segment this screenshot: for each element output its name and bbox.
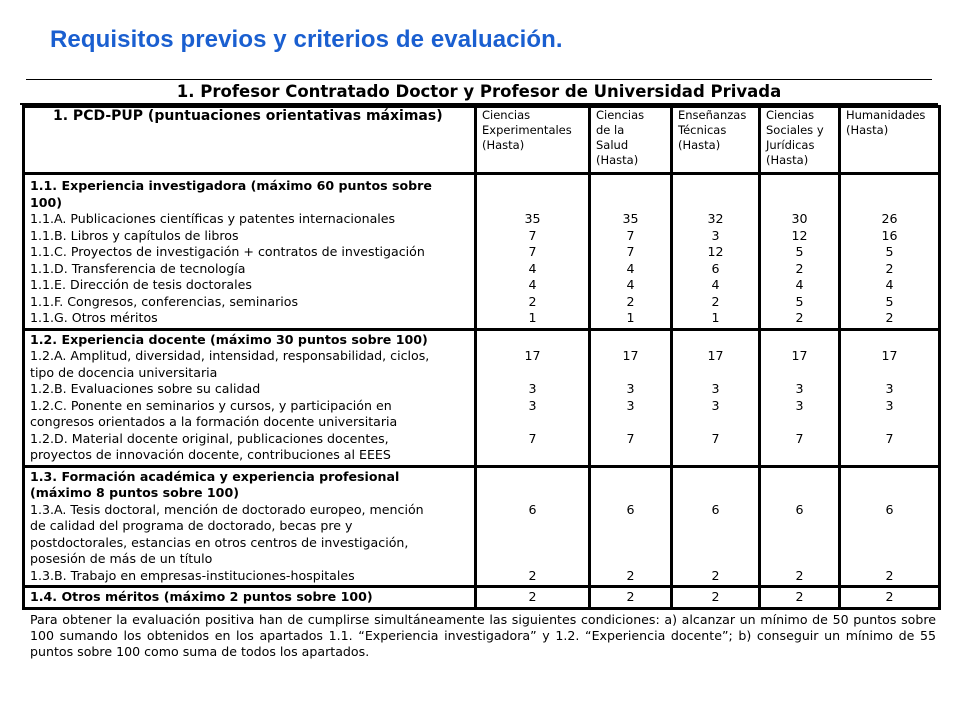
score-value: 5 — [795, 244, 804, 259]
score-value — [477, 485, 588, 502]
score-value — [761, 518, 838, 535]
section-heading: 1.4. Otros méritos (máximo 2 puntos sobre 100) — [30, 589, 373, 604]
column-header — [590, 107, 672, 174]
criteria-table — [22, 105, 941, 610]
score-value: 7 — [528, 430, 537, 446]
criterion-label: proyectos de innovación docente, contribuciones al EEES — [30, 447, 391, 462]
score-cell — [476, 174, 590, 330]
score-value: 7 — [626, 430, 635, 446]
score-value — [591, 551, 670, 568]
score-value: 2 — [795, 260, 804, 276]
score-value: 2 — [795, 567, 804, 583]
score-value: 3 — [795, 397, 804, 413]
score-value — [673, 485, 758, 502]
table-section-row — [24, 587, 940, 609]
score-value — [591, 518, 670, 535]
criterion-label: congresos orientados a la formación docente universitaria — [30, 414, 398, 429]
criteria-cell — [24, 174, 476, 330]
score-value: 5 — [885, 293, 894, 309]
score-value: 2 — [528, 567, 537, 583]
score-cell — [590, 329, 672, 466]
criterion-label: 1.1.D. Transferencia de tecnología — [30, 260, 246, 276]
score-value — [841, 195, 938, 212]
column-header — [840, 107, 940, 174]
score-value: 16 — [881, 227, 898, 243]
score-value: 5 — [885, 244, 894, 259]
score-cell — [760, 329, 840, 466]
score-value: 4 — [885, 277, 894, 292]
score-cell — [590, 174, 672, 330]
criterion-label: 1.2.C. Ponente en seminarios y cursos, y participación en — [30, 397, 392, 413]
score-value: 12 — [707, 244, 724, 259]
column-header-line: Jurídicas — [766, 138, 815, 152]
column-header-line: (Hasta) — [766, 153, 809, 167]
score-value — [673, 178, 758, 195]
score-value: 2 — [885, 260, 894, 276]
score-cell — [760, 587, 840, 609]
document-title: 1. Profesor Contratado Doctor y Profesor de Universidad Privada — [20, 80, 938, 105]
criterion-label: 1.1.G. Otros méritos — [30, 310, 158, 325]
score-value: 3 — [626, 397, 635, 413]
score-value: 2 — [711, 567, 720, 583]
table-header-main: 1. PCD-PUP (puntuaciones orientativas máximas) — [24, 107, 476, 174]
criterion-label: posesión de más de un título — [30, 551, 213, 566]
score-value — [761, 195, 838, 212]
score-value: 2 — [795, 310, 804, 325]
score-cell — [760, 466, 840, 587]
score-value — [841, 485, 938, 502]
score-value: 4 — [528, 260, 537, 276]
score-value: 1 — [711, 310, 720, 325]
section-heading: 1.1. Experiencia investigadora (máximo 60 puntos sobre — [30, 178, 432, 193]
score-value — [591, 178, 670, 195]
section-heading: 1.3. Formación académica y experiencia profesional — [30, 468, 400, 484]
score-value — [761, 551, 838, 568]
score-value: 32 — [707, 211, 724, 226]
score-value: 7 — [626, 244, 635, 259]
score-cell — [590, 587, 672, 609]
score-value: 4 — [711, 277, 720, 292]
score-value — [591, 447, 670, 464]
score-value: 4 — [795, 277, 804, 292]
table-header-row — [24, 107, 940, 174]
score-value — [591, 365, 670, 382]
score-value: 7 — [626, 227, 635, 243]
column-header-line: Ciencias — [766, 108, 815, 122]
score-value: 2 — [795, 589, 804, 604]
score-value — [673, 551, 758, 568]
score-value: 17 — [707, 348, 724, 363]
score-cell — [476, 587, 590, 609]
score-value: 17 — [622, 348, 639, 363]
criterion-label: 1.3.B. Trabajo en empresas-instituciones-hospitales — [30, 567, 355, 583]
score-value — [591, 414, 670, 431]
column-header — [760, 107, 840, 174]
evaluation-footnote: Para obtener la evaluación positiva han de cumplirse simultáneamente las siguientes condiciones: a) alcanzar un mínimo de 50 puntos sobre 100 sumando los obtenidos en los apartados 1.1. “Experiencia investigadora” y 1.2. “Experiencia docente”; b) conseguir un mínimo de 55 puntos sobre 100 como suma de todos los apartados. — [30, 611, 936, 659]
score-value — [673, 518, 758, 535]
score-value: 3 — [711, 397, 720, 413]
criterion-label: 1.2.B. Evaluaciones sobre su calidad — [30, 381, 261, 396]
score-value: 3 — [528, 397, 537, 413]
score-value — [591, 195, 670, 212]
score-value: 1 — [528, 310, 537, 325]
score-value — [841, 447, 938, 464]
score-value — [841, 365, 938, 382]
score-value: 3 — [795, 381, 804, 396]
score-value — [841, 332, 938, 349]
score-value — [673, 414, 758, 431]
score-value — [761, 485, 838, 502]
score-value — [591, 332, 670, 349]
criterion-label: 1.2.D. Material docente original, publicaciones docentes, — [30, 430, 389, 446]
column-header-line: Ciencias — [596, 108, 645, 122]
score-value: 6 — [528, 501, 537, 517]
criteria-cell — [24, 329, 476, 466]
score-value — [591, 469, 670, 486]
score-value — [761, 469, 838, 486]
score-value: 17 — [524, 348, 541, 363]
criterion-label: 1.3.A. Tesis doctoral, mención de doctorado europeo, mención — [30, 501, 424, 517]
score-value: 2 — [626, 567, 635, 583]
score-cell — [672, 174, 760, 330]
score-value — [591, 485, 670, 502]
criterion-label: de calidad del programa de doctorado, becas pre y — [30, 518, 353, 533]
score-value: 7 — [528, 244, 537, 259]
criterion-label: 1.1.E. Dirección de tesis doctorales — [30, 277, 252, 292]
column-header — [476, 107, 590, 174]
score-value — [477, 518, 588, 535]
criterion-label: tipo de docencia universitaria — [30, 364, 218, 380]
score-value: 26 — [881, 211, 898, 226]
score-value — [673, 535, 758, 552]
criterion-label: 1.1.C. Proyectos de investigación + contratos de investigación — [30, 244, 425, 259]
score-value: 6 — [885, 501, 894, 517]
score-value — [477, 365, 588, 382]
page-title: Requisitos previos y criterios de evaluación. — [50, 26, 563, 53]
score-cell — [672, 587, 760, 609]
score-value: 6 — [795, 501, 804, 517]
section-heading: (máximo 8 puntos sobre 100) — [30, 485, 239, 500]
score-cell — [840, 587, 940, 609]
score-value: 5 — [795, 293, 804, 309]
criteria-cell — [24, 466, 476, 587]
column-header-line: Enseñanzas — [678, 108, 747, 122]
column-header — [672, 107, 760, 174]
score-value — [761, 535, 838, 552]
score-value: 7 — [885, 430, 894, 446]
score-cell — [760, 174, 840, 330]
table-section-row — [24, 329, 940, 466]
score-value — [477, 535, 588, 552]
table-section-row — [24, 174, 940, 330]
score-cell — [840, 466, 940, 587]
score-value: 17 — [881, 348, 898, 363]
score-value — [477, 414, 588, 431]
score-value: 30 — [791, 211, 808, 226]
column-header-line: Ciencias — [482, 108, 531, 122]
score-value — [761, 365, 838, 382]
score-value — [761, 178, 838, 195]
score-value: 35 — [524, 211, 541, 226]
score-value: 6 — [711, 501, 720, 517]
score-value — [477, 469, 588, 486]
score-value — [673, 332, 758, 349]
score-cell — [672, 329, 760, 466]
column-header-line: Técnicas — [678, 123, 727, 137]
section-heading: 1.2. Experiencia docente (máximo 30 puntos sobre 100) — [30, 331, 428, 347]
score-value: 2 — [885, 567, 894, 583]
criterion-label: 1.1.A. Publicaciones científicas y patentes internacionales — [30, 211, 396, 226]
score-value: 2 — [885, 589, 894, 604]
score-value — [841, 469, 938, 486]
score-value: 2 — [885, 310, 894, 325]
score-value: 3 — [528, 381, 537, 396]
score-value: 17 — [791, 348, 808, 363]
score-value — [673, 365, 758, 382]
score-value: 3 — [885, 381, 894, 396]
score-value — [477, 332, 588, 349]
score-value — [477, 178, 588, 195]
column-header-line: (Hasta) — [678, 138, 721, 152]
column-header-line: Humanidades — [846, 108, 926, 122]
score-value: 2 — [528, 293, 537, 309]
score-cell — [476, 329, 590, 466]
score-value — [841, 518, 938, 535]
score-value — [477, 551, 588, 568]
criterion-label: postdoctorales, estancias en otros centros de investigación, — [30, 534, 409, 550]
score-value: 35 — [622, 211, 639, 226]
score-value: 3 — [711, 381, 720, 396]
criteria-document — [20, 80, 938, 660]
section-heading: 100) — [30, 194, 63, 210]
score-value: 7 — [711, 430, 720, 446]
score-value — [841, 414, 938, 431]
score-value — [673, 469, 758, 486]
score-cell — [476, 466, 590, 587]
score-value — [673, 447, 758, 464]
score-value — [841, 178, 938, 195]
score-value: 3 — [885, 397, 894, 413]
score-value: 4 — [528, 277, 537, 292]
score-value: 7 — [528, 227, 537, 243]
score-value — [673, 195, 758, 212]
criteria-cell — [24, 587, 476, 609]
score-value: 2 — [528, 589, 537, 604]
score-cell — [840, 174, 940, 330]
score-cell — [672, 466, 760, 587]
score-value — [761, 332, 838, 349]
table-section-row — [24, 466, 940, 587]
score-value — [841, 535, 938, 552]
criterion-label: 1.1.B. Libros y capítulos de libros — [30, 227, 239, 243]
score-value — [477, 195, 588, 212]
score-value — [477, 447, 588, 464]
column-header-line: (Hasta) — [846, 123, 889, 137]
score-value: 2 — [626, 293, 635, 309]
criterion-label: 1.1.F. Congresos, conferencias, seminarios — [30, 293, 299, 309]
column-header-line: de la — [596, 123, 625, 137]
score-value — [591, 535, 670, 552]
score-value: 4 — [626, 260, 635, 276]
column-header-line: Experimentales — [482, 123, 572, 137]
score-value: 6 — [626, 501, 635, 517]
column-header-line: (Hasta) — [482, 138, 525, 152]
score-value — [841, 551, 938, 568]
column-header-line: Sociales y — [766, 123, 824, 137]
score-value: 2 — [711, 589, 720, 604]
score-value: 6 — [711, 260, 720, 276]
criterion-label: 1.2.A. Amplitud, diversidad, intensidad, responsabilidad, ciclos, — [30, 348, 430, 363]
score-cell — [590, 466, 672, 587]
score-value: 4 — [626, 277, 635, 292]
score-value: 12 — [791, 227, 808, 243]
score-value: 7 — [795, 430, 804, 446]
score-value: 3 — [626, 381, 635, 396]
score-value — [761, 414, 838, 431]
score-cell — [840, 329, 940, 466]
score-value: 3 — [711, 227, 720, 243]
score-value: 2 — [711, 293, 720, 309]
score-value: 1 — [626, 310, 635, 325]
score-value: 2 — [626, 589, 635, 604]
score-value — [761, 447, 838, 464]
column-header-line: Salud — [596, 138, 629, 152]
column-header-line: (Hasta) — [596, 153, 639, 167]
